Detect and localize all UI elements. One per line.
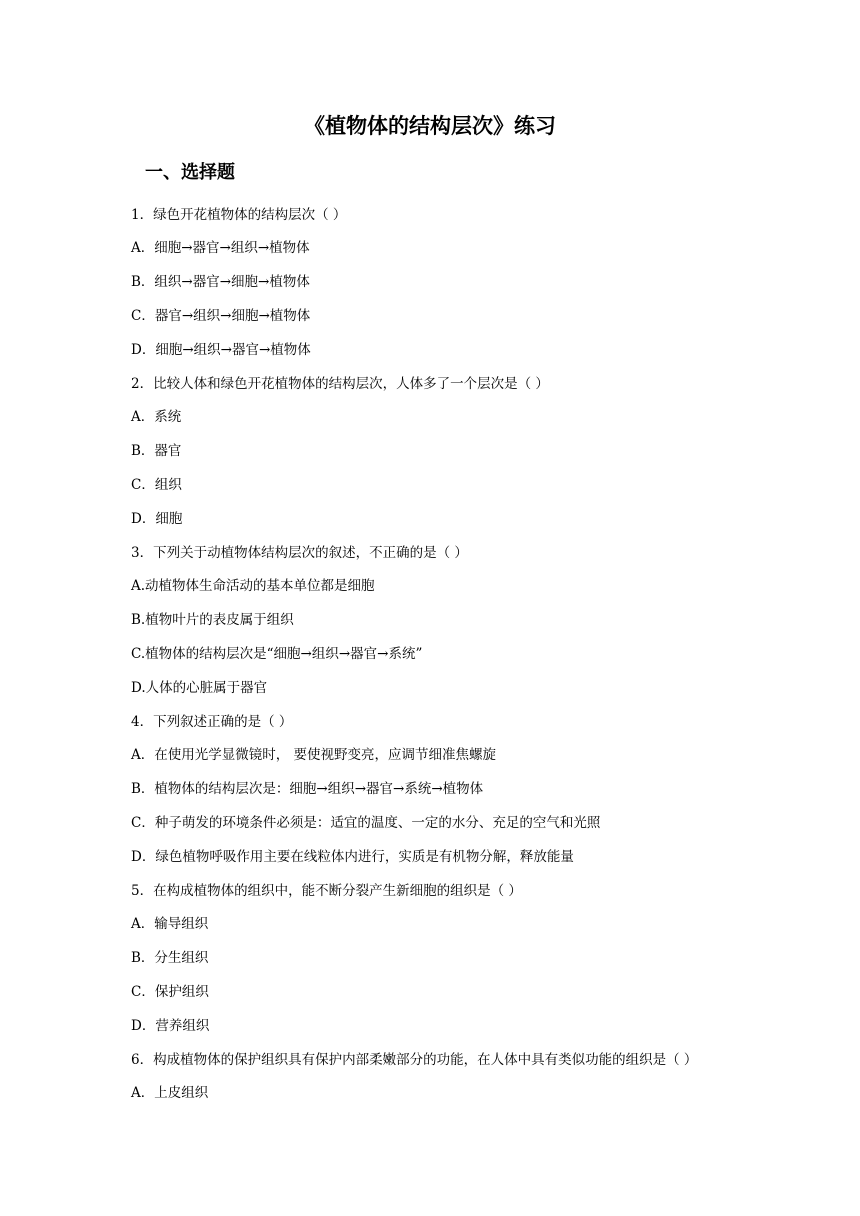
answer-option: C．种子萌发的环境条件必须是：适宜的温度、一定的水分、充足的空气和光照 [131, 815, 601, 831]
question-stem: 4．下列叙述正确的是（ ） [131, 714, 293, 730]
answer-option: D．营养组织 [131, 1018, 210, 1034]
answer-option: A．系统 [131, 409, 182, 425]
question-stem: 6．构成植物体的保护组织具有保护内部柔嫩部分的功能，在人体中具有类似功能的组织是（ ） [131, 1052, 698, 1068]
answer-option: B．分生组织 [131, 950, 209, 966]
answer-option: A．上皮组织 [131, 1085, 209, 1101]
answer-option: B．组织→器官→细胞→植物体 [131, 274, 310, 290]
question-stem: 1．绿色开花植物体的结构层次（ ） [131, 207, 347, 223]
answer-option: B．植物体的结构层次是：细胞→组织→器官→系统→植物体 [131, 781, 484, 797]
answer-option: A．在使用光学显微镜时， 要使视野变亮，应调节细准焦螺旋 [131, 747, 497, 763]
answer-option: D.人体的心脏属于器官 [131, 680, 268, 696]
answer-option: B．器官 [131, 443, 182, 459]
answer-option: C．器官→组织→细胞→植物体 [131, 308, 311, 324]
question-stem: 5．在构成植物体的组织中，能不断分裂产生新细胞的组织是（ ） [131, 883, 522, 899]
answer-option: A．细胞→器官→组织→植物体 [131, 240, 310, 256]
question-stem: 3．下列关于动植物体结构层次的叙述，不正确的是（ ） [131, 545, 468, 561]
answer-option: C．组织 [131, 477, 182, 493]
answer-option: C．保护组织 [131, 984, 209, 1000]
answer-option: D．绿色植物呼吸作用主要在线粒体内进行，实质是有机物分解，释放能量 [131, 849, 574, 865]
answer-option: A．输导组织 [131, 916, 209, 932]
answer-option: A.动植物体生命活动的基本单位都是细胞 [131, 578, 375, 594]
question-stem: 2．比较人体和绿色开花植物体的结构层次，人体多了一个层次是（ ） [131, 376, 549, 392]
answer-option: D．细胞→组织→器官→植物体 [131, 342, 311, 358]
answer-option: B.植物叶片的表皮属于组织 [131, 612, 294, 628]
answer-option: C.植物体的结构层次是“细胞→组织→器官→系统” [131, 646, 423, 662]
section-heading: 一、选择题 [145, 162, 235, 183]
answer-option: D．细胞 [131, 511, 183, 527]
page-title: 《植物体的结构层次》练习 [304, 114, 556, 138]
